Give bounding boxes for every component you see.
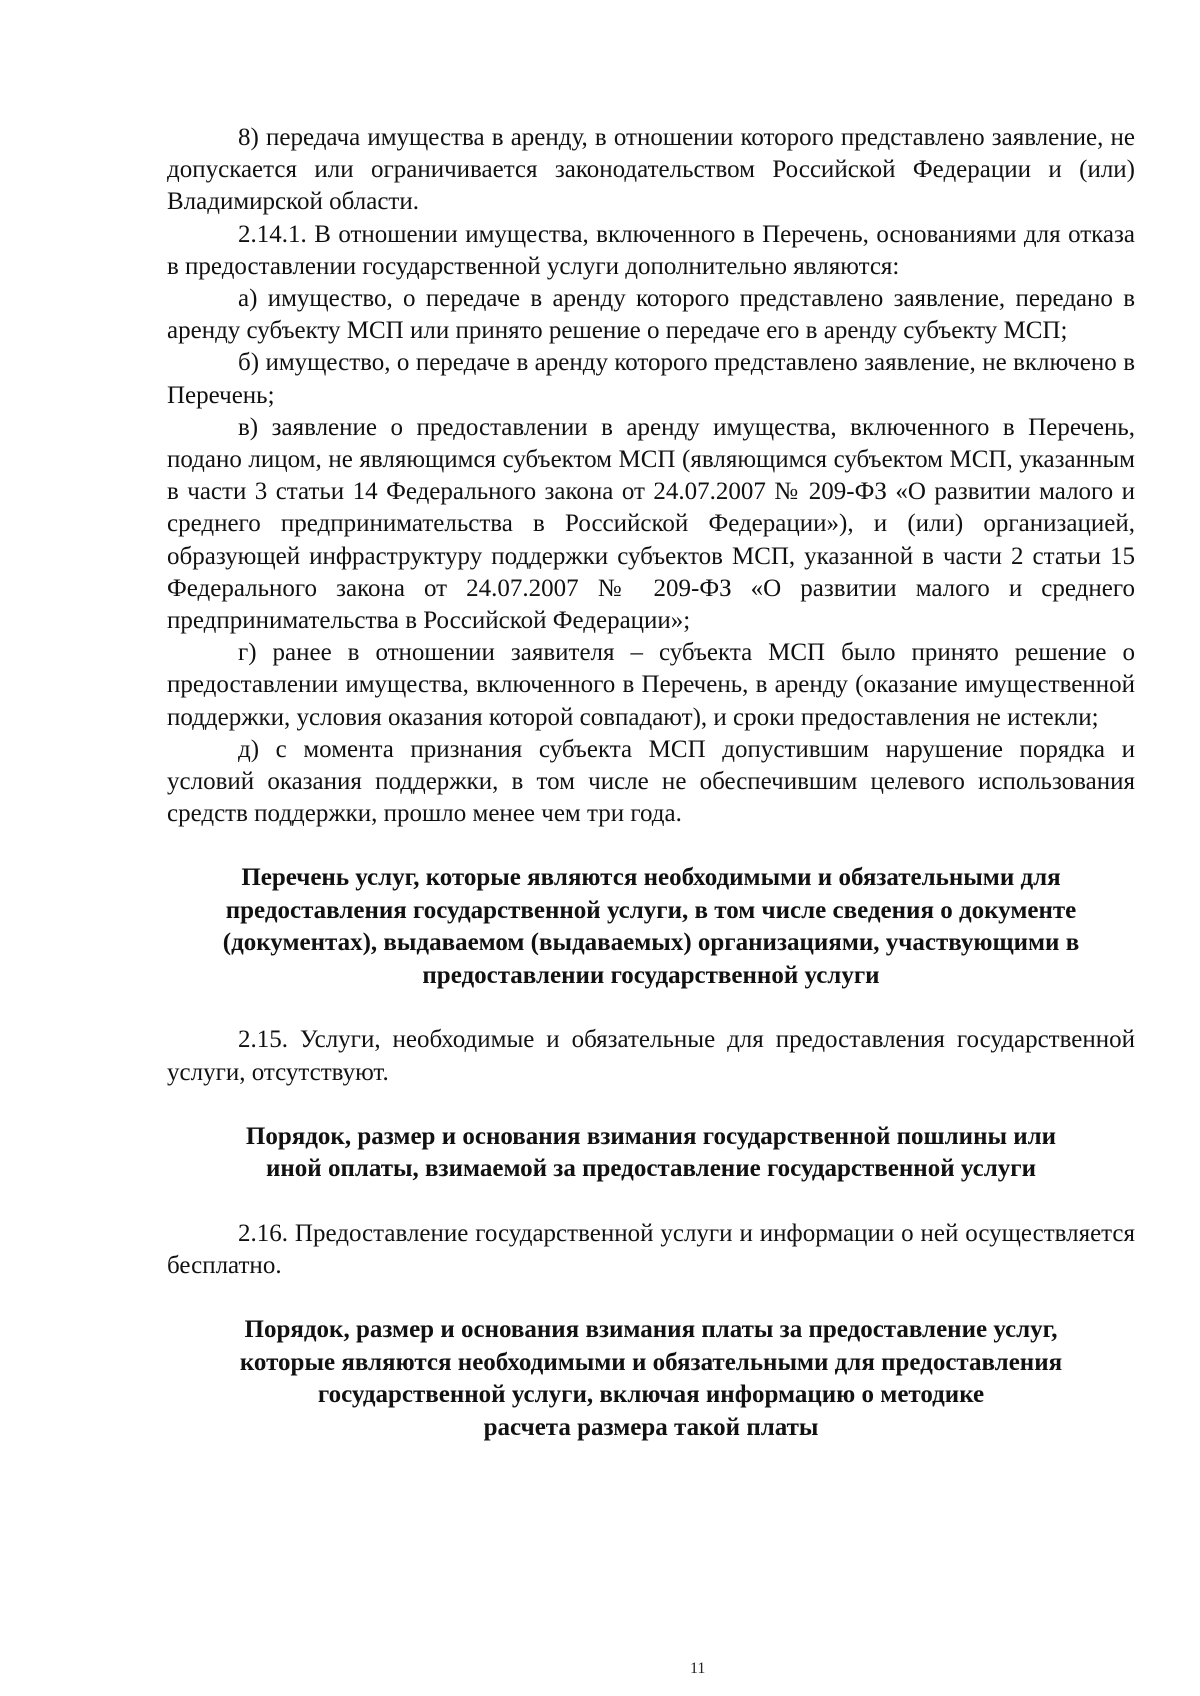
section-heading-state-fee	[167, 1121, 1135, 1186]
paragraph-2-14-1: 2.14.1. В отношении имущества, включенного в Перечень, основаниями для отказа в предоставлении государственной услуги дополнительно являются:	[167, 220, 1135, 280]
heading-line: Порядок, размер и основания взимания государственной пошлины или	[245, 1122, 1057, 1150]
heading-line: которые являются необходимыми и обязательными для предоставления	[239, 1348, 1063, 1376]
paragraph-item-8: 8) передача имущества в аренду, в отношении которого представлено заявление, не допускается или ограничивается законодательством Российской Федерации и (или) Владимирской области.	[167, 124, 1135, 216]
heading-line: государственной услуги, включая информацию о методике	[317, 1381, 985, 1409]
heading-line: (документах), выдаваемом (выдаваемых) организациями, участвующими в	[222, 929, 1080, 957]
heading-line: Перечень услуг, которые являются необходимыми и обязательными для	[241, 864, 1061, 892]
paragraph-item-a: а) имущество, о передаче в аренду которого представлено заявление, передано в аренду субъекту МСП или принято решение о передаче его в аренду субъекту МСП;	[167, 285, 1135, 345]
document-body	[167, 122, 1135, 1444]
section-heading-service-fee	[167, 1314, 1135, 1444]
heading-line: иной оплаты, взимаемой за предоставление государственной услуги	[266, 1155, 1036, 1183]
heading-line: предоставлении государственной услуги	[422, 961, 880, 989]
paragraph-2-15: 2.15. Услуги, необходимые и обязательные для предоставления государственной услуги, отсутствуют.	[167, 1026, 1135, 1086]
heading-line: Порядок, размер и основания взимания платы за предоставление услуг,	[244, 1316, 1058, 1344]
page-number: 11	[690, 1660, 706, 1677]
paragraph-item-d: д) с момента признания субъекта МСП допустившим нарушение порядка и условий оказания поддержки, в том числе не обеспечившим целевого использования средств поддержки, прошло менее чем три года.	[167, 735, 1135, 828]
heading-line: расчета размера такой платы	[483, 1413, 819, 1441]
paragraph-2-16: 2.16. Предоставление государственной услуги и информации о ней осуществляется бесплатно.	[167, 1219, 1135, 1280]
paragraph-item-b: б) имущество, о передаче в аренду которого представлено заявление, не включено в Перечень;	[167, 349, 1135, 409]
section-heading-services	[167, 862, 1135, 992]
paragraph-item-g: г) ранее в отношении заявителя – субъекта МСП было принято решение о предоставлении имущества, включенного в Перечень, в аренду (оказание имущественной поддержки, условия оказания которой совпадают), и сроки предоставления не истекли;	[167, 639, 1135, 731]
heading-line: предоставления государственной услуги, в том числе сведения о документе	[225, 896, 1077, 924]
paragraph-item-v: в) заявление о предоставлении в аренду имущества, включенного в Перечень, подано лицом, не являющимся субъектом МСП (являющимся субъектом МСП, указанным в части 3 статьи 14 Федерального закона от 24.07.2007 № 209-ФЗ «О развитии малого и среднего предпринимательства в Российской Федерации»), и (или) организацией, образующей инфраструктуру поддержки субъектов МСП, указанной в части 2 статьи 15 Федерального закона от 24.07.2007 № 209-ФЗ «О развитии малого и среднего предпринимательства в Российской Федерации»;	[167, 413, 1135, 635]
